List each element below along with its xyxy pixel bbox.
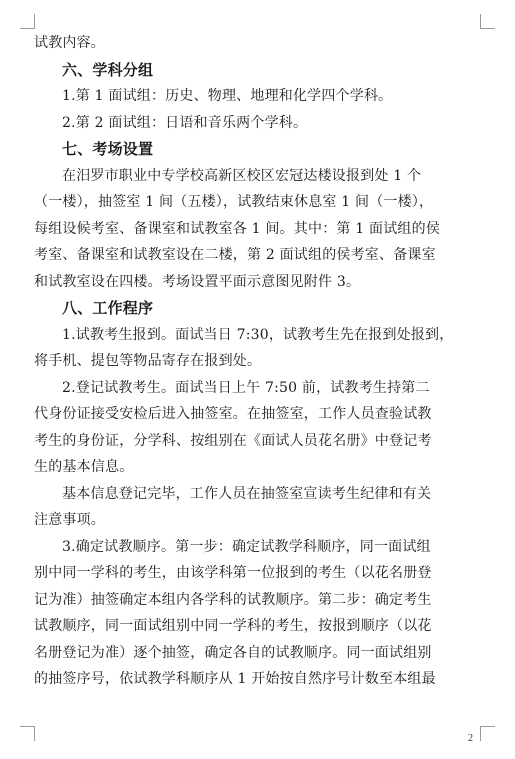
- text-line: 的抽签序号，依试教学科顺序从 1 开始按自然序号计数至本组最: [34, 671, 436, 687]
- text-line: 每组设候考室、备课室和试教室各 1 间。其中：第 1 面试组的侯: [34, 220, 441, 237]
- section-heading: 六、学科分组: [62, 60, 154, 79]
- text-line: 试教内容。: [34, 35, 105, 51]
- text-line: 基本信息登记完毕，工作人员在抽签室宣读考生纪律和有关: [62, 485, 432, 502]
- text-line: 2.登记试教考生。面试当日上午 7:50 前，试教考生持第二: [62, 379, 430, 396]
- text-line: 1.试教考生报到。面试当日 7:30，试教考生先在报到处报到，: [62, 326, 454, 343]
- text-line: 记为准）抽签确定本组内各学科的试教顺序。第二步：确定考生: [34, 591, 432, 608]
- section-heading: 七、考场设置: [62, 140, 154, 158]
- text-line: 和试教室设在四楼。考场设置平面示意图见附件 3。: [34, 273, 361, 290]
- page-number: 2: [468, 733, 473, 744]
- crop-mark-top-left: [20, 14, 35, 29]
- text-line: 注意事项。: [34, 512, 105, 528]
- text-line: 在汨罗市职业中专学校高新区校区宏冠达楼设报到处 1 个: [62, 167, 422, 184]
- text-line: 考生的身份证，分学科、按组别在《面试人员花名册》中登记考: [34, 432, 432, 449]
- text-line: 考室、备课室和试教室设在二楼，第 2 面试组的侯考室、备课室: [34, 247, 436, 263]
- text-line: 试教顺序，同一面试组别中同一学科的考生，按报到顺序（以花: [34, 618, 432, 634]
- crop-mark-top-right: [480, 14, 495, 29]
- text-line: 别中同一学科的考生，由该学科第一位报到的考生（以花名册登: [34, 565, 432, 581]
- text-line: 代身份证接受安检后进入抽签室。在抽签室，工作人员查验试教: [34, 406, 432, 422]
- text-line: 生的基本信息。: [34, 459, 134, 475]
- text-line: 名册登记为准）逐个抽签，确定各自的试教顺序。同一面试组别: [34, 644, 432, 661]
- text-line: 1.第 1 面试组：历史、物理、地理和化学四个学科。: [62, 88, 393, 104]
- text-line: 将手机、提包等物品寄存在报到处。: [34, 353, 262, 369]
- text-line: 3.确定试教顺序。第一步：确定试教学科顺序，同一面试组: [62, 538, 431, 555]
- text-line: 2.第 2 面试组：日语和音乐两个学科。: [62, 114, 308, 131]
- crop-mark-bottom-right: [480, 726, 495, 741]
- section-heading: 八、工作程序: [62, 299, 154, 317]
- document-body: [34, 30, 480, 693]
- text-line: （一楼），抽签室 1 间（五楼），试教结束休息室 1 间（一楼），: [34, 194, 434, 210]
- crop-mark-bottom-left: [20, 726, 35, 741]
